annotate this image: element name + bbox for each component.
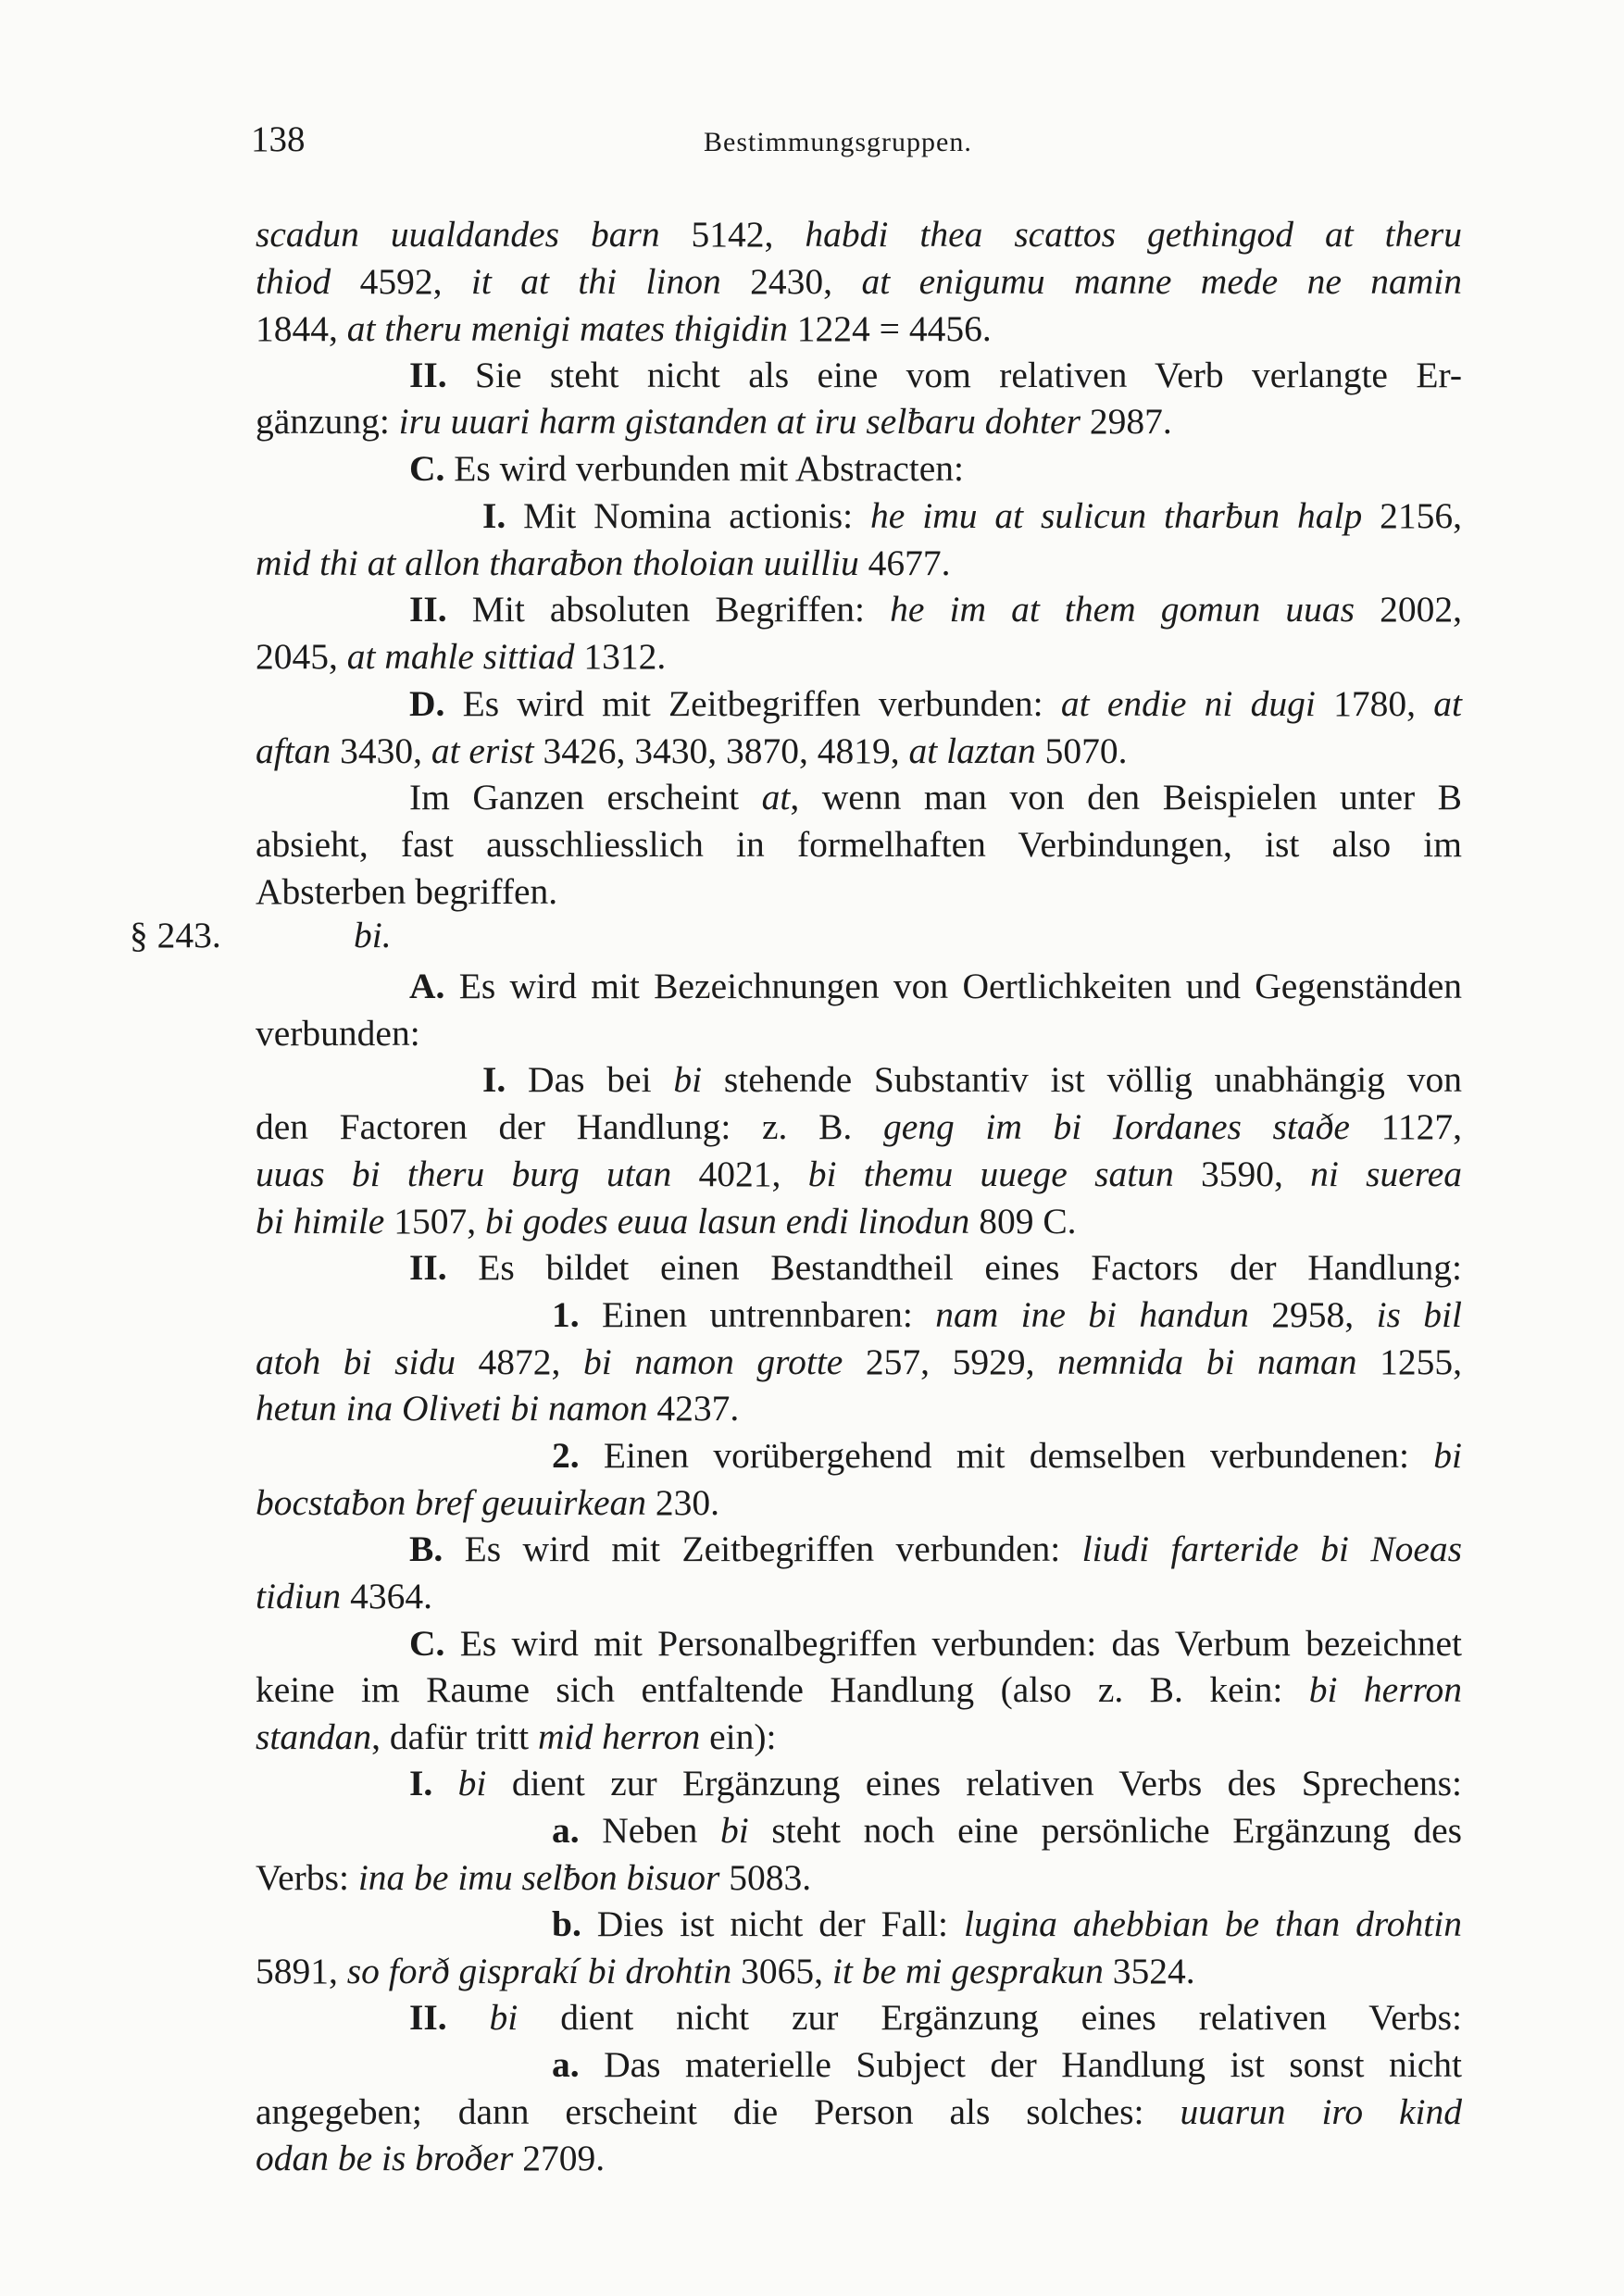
text-line: a. Das materielle Subject der Handlung ist sonst nicht (552, 2044, 1462, 2085)
section-headword: bi. (354, 915, 392, 955)
text-line: gänzung: iru uuari harm gistanden at iru selƀaru dohter 2987. (256, 401, 1172, 442)
text-line: aftan 3430, at erist 3426, 3430, 3870, 4819, at laztan 5070. (256, 730, 1128, 771)
text-line: 5891, so forð gisprakí bi drohtin 3065, it be mi gesprakun 3524. (256, 1951, 1195, 1991)
text-line: Im Ganzen erscheint at, wenn man von den Beispielen unter B (409, 777, 1462, 817)
text-line: bocstaƀon bref geuuirkean 230. (256, 1482, 719, 1523)
text-line: 2045, at mahle sittiad 1312. (256, 636, 667, 677)
text-line: angegeben; dann erscheint die Person als solches: uuarun iro kind (256, 2091, 1462, 2132)
text-line: standan, dafür tritt mid herron ein): (256, 1716, 777, 1757)
text-line: b. Dies ist nicht der Fall: lugina ahebbian be than drohtin (552, 1903, 1462, 1944)
text-line: uuas bi theru burg utan 4021, bi themu uuege satun 3590, ni suerea (256, 1154, 1463, 1194)
text-line: thiod 4592, it at thi linon 2430, at enigumu manne mede ne namin (256, 261, 1463, 302)
text-line: C. Es wird mit Personalbegriffen verbunden: das Verbum bezeichnet (409, 1623, 1462, 1664)
text-line: scadun uualdandes barn 5142, habdi thea scattos gethingod at theru (256, 214, 1463, 255)
text-line: hetun ina Oliveti bi namon 4237. (256, 1388, 740, 1429)
text-line: B. Es wird mit Zeitbegriffen verbunden: liudi farteride bi Noeas (409, 1529, 1462, 1569)
text-line: A. Es wird mit Bezeichnungen von Oertlichkeiten und Gegenständen (409, 966, 1462, 1006)
text-line: absieht, fast ausschliesslich in formelhaften Verbindungen, ist also im (256, 824, 1462, 865)
text-line: Verbs: ina be imu selƀon bisuor 5083. (256, 1857, 812, 1898)
text-line: mid thi at allon tharaƀon tholoian uuilliu 4677. (256, 543, 951, 583)
text-line: II. Sie steht nicht als eine vom relativen Verb verlangte Er- (409, 355, 1462, 395)
text-line: keine im Raume sich entfaltende Handlung (also z. B. kein: bi herron (256, 1669, 1462, 1710)
text-line: C. Es wird verbunden mit Abstracten: (409, 448, 964, 489)
text-line: I. Mit Nomina actionis: he imu at sulicun tharƀun halp 2156, (482, 495, 1462, 536)
text-line: II. Mit absoluten Begriffen: he im at them gomun uuas 2002, (409, 589, 1463, 630)
page-number: 138 (251, 119, 306, 159)
text-line: den Factoren der Handlung: z. B. geng im bi Iordanes staðe 1127, (256, 1106, 1462, 1147)
text-line: atoh bi sidu 4872, bi namon grotte 257, 5929, nemnida bi naman 1255, (256, 1341, 1463, 1382)
text-line: 1844, at theru menigi mates thigidin 1224 = 4456. (256, 308, 992, 349)
text-line: bi himile 1507, bi godes euua lasun endi linodun 809 C. (256, 1201, 1077, 1242)
text-line: 1. Einen untrennbaren: nam ine bi handun 2958, is bil (552, 1294, 1462, 1335)
text-line: 2. Einen vorübergehend mit demselben verbundenen: bi (552, 1435, 1462, 1476)
text-line: tidiun 4364. (256, 1576, 432, 1616)
section-marker: § 243. (130, 915, 221, 955)
text-line: a. Neben bi steht noch eine persönliche Ergänzung des (552, 1810, 1462, 1851)
running-head: Bestimmungsgruppen. (704, 127, 972, 157)
text-line: odan be is broðer 2709. (256, 2138, 606, 2178)
text-line: II. bi dient nicht zur Ergänzung eines relativen Verbs: (409, 1997, 1462, 2038)
text-line: I. bi dient zur Ergänzung eines relativen Verbs des Sprechens: (409, 1763, 1463, 1803)
text-line: D. Es wird mit Zeitbegriffen verbunden: at endie ni dugi 1780, at (409, 683, 1463, 724)
text-line: I. Das bei bi stehende Substantiv ist völlig unabhängig von (482, 1059, 1462, 1100)
text-line: verbunden: (256, 1013, 420, 1054)
text-line: II. Es bildet einen Bestandtheil eines Factors der Handlung: (409, 1247, 1462, 1288)
text-line: Absterben begriffen. (256, 871, 558, 912)
